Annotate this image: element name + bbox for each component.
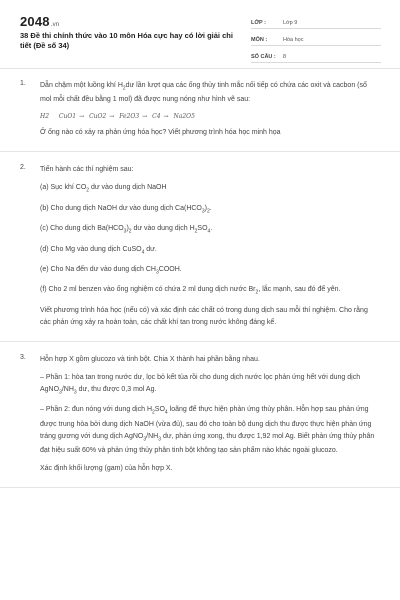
meta-value: Lớp 9 [283, 20, 298, 26]
question-list [0, 68, 400, 488]
meta-label: MÔN : [251, 37, 268, 43]
question-text: Dẫn chậm một luồng khí $H_2dư$ lần lượt qua các ống thủy tinh mắc nối tiếp có chứa các oxit và cacbon (số mol mỗi chất đều bằng 1 mol) đã được nung nóng như hình vẽ sau: [40, 82, 367, 104]
part-2: – Phần 2: đun nóng với dung dịch $H_2SO_4$ loãng để thực hiện phản ứng thủy phân. Hỗn hợp sau phản ứng được trung hòa bởi dung dịch NaOH (vừa đủ), sau đó cho toàn bộ dung dịch thu được thực hiện phản ứng tráng gương với dung dịch $AgNO_3/NH_3$ dư, phản ứng xong, thu được 1,92 mol Ag. Biết phản ứng thủy phân đạt hiệu suất 60% và phản ứng thủy phân tinh bột không tạo sản phẩm nào khác ngoài glucozo. [40, 406, 375, 454]
meta-value: Hóa học [283, 37, 304, 43]
question-text: Ở ống nào có xảy ra phản ứng hóa học? Viết phương trình hóa học minh họa [40, 129, 281, 137]
question-number: 1. [20, 80, 26, 87]
experiment-a: (a) Sục khí $CO_2$ dư vào dung dịch NaOH [40, 184, 167, 194]
question-number: 2. [20, 164, 26, 172]
experiment-c: (c) Cho dung dịch $Ba(HCO_3)_2$ dư vào dung dịch $H_2SO_4$. [40, 225, 213, 235]
question-2 [0, 152, 400, 341]
seq-item: Na2O5 [173, 113, 195, 121]
seq-item: CuO1 [58, 113, 77, 121]
logo-suffix: .vn [50, 22, 60, 28]
question-number: 3. [20, 353, 26, 361]
exam-title: 38 Đề thi chính thức vào 10 môn Hóa cực hay có lời giải chi tiết (Đề số 34) [20, 31, 233, 50]
arrow-icon: → [142, 113, 148, 121]
meta-row-count [251, 48, 381, 63]
seq-item: H2 [40, 113, 50, 121]
question-text: Xác định khối lượng (gam) của hỗn hợp X. [40, 464, 173, 472]
part-1: – Phần 1: hòa tan trong nước dư, lọc bỏ kết tủa rồi cho dung dịch nước lọc phản ứng hết với dung dịch $AgNO_3/NH_3$ dư, thu được 0,3 mol Ag. [40, 373, 361, 396]
exam-meta [251, 14, 381, 65]
header [0, 0, 400, 69]
question-3 [0, 342, 400, 488]
question-1 [0, 68, 400, 152]
question-text: Viết phương trình hóa học (nếu có) và xác định các chất có trong dung dịch sau mỗi thí nghiệm. Cho rằng các phản ứng xảy ra hoàn toàn, các chất khí tan trong nước không đáng kể. [40, 306, 368, 326]
experiment-b: (b) Cho dung dịch NaOH dư vào dung dịch $Ca(HCO_3)_2$. [40, 204, 212, 215]
site-logo[interactable]: 2048.vn [20, 14, 60, 29]
question-text: Hỗn hợp X gồm glucozo và tinh bột. Chia X thành hai phần bằng nhau. [40, 355, 260, 363]
arrow-icon: → [79, 113, 85, 121]
arrow-icon: → [163, 113, 169, 121]
arrow-icon: → [109, 113, 115, 121]
meta-row-class [251, 14, 381, 29]
experiment-f: (f) Cho 2 ml benzen vào ống nghiệm có chứa 2 ml dung dịch nước $Br_2$, lắc mạnh, sau đó để yên. [40, 286, 341, 296]
seq-item: Fe2O3 [119, 113, 140, 121]
experiment-e: (e) Cho Na đến dư vào dung dịch $CH_3COOH$. [40, 265, 182, 276]
meta-value: 8 [283, 54, 287, 60]
seq-item: CuO2 [89, 113, 107, 121]
experiment-d: (d) Cho Mg vào dung dịch CuSO$_4$ dư. [40, 245, 157, 255]
question-text: Tiến hành các thí nghiệm sau: [40, 166, 134, 174]
meta-label: SỐ CÂU : [251, 54, 276, 60]
meta-row-subject [251, 31, 381, 46]
meta-label: LỚP : [251, 20, 266, 26]
seq-item: C4 [152, 113, 161, 121]
reaction-sequence [40, 112, 378, 122]
